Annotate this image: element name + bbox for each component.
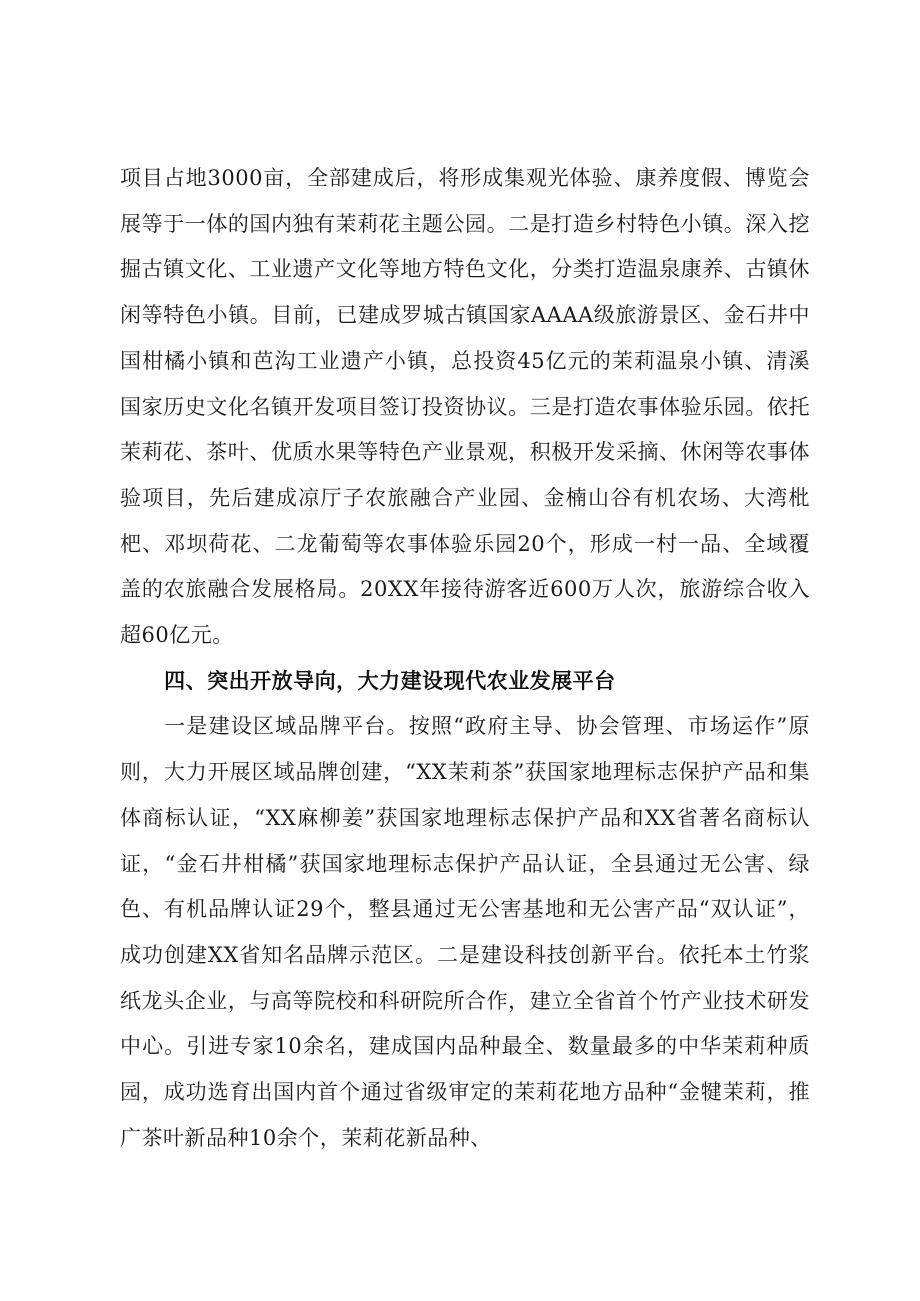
body-paragraph-1: 项目占地3000亩，全部建成后，将形成集观光体验、康养度假、博览会展等于一体的国内独有茉莉花主题公园。二是打造乡村特色小镇。深入挖掘古镇文化、工业遗产文化等地方特色文化，分类打造温泉康养、古镇休闲等特色小镇。目前，已建成罗城古镇国家AAAA级旅游景区、金石井中国柑橘小镇和芭沟工业遗产小镇，总投资45亿元的茉莉温泉小镇、清溪国家历史文化名镇开发项目签订投资协议。三是打造农事体验乐园。依托茉莉花、茶叶、优质水果等特色产业景观，积极开发采摘、休闲等农事体验项目，先后建成凉厅子农旅融合产业园、金楠山谷有机农场、大湾枇杷、邓坝荷花、二龙葡萄等农事体验乐园20个，形成一村一品、全域覆盖的农旅融合发展格局。20XX年接待游客近600万人次，旅游综合收入超60亿元。 — [120, 166, 810, 648]
document-body — [120, 156, 810, 1161]
section-heading: 四、突出开放导向，大力建设现代农业发展平台 — [164, 668, 616, 693]
body-paragraph-2: 一是建设区域品牌平台。按照“政府主导、协会管理、市场运作”原则，大力开展区域品牌创建，“XX茉莉茶”获国家地理标志保护产品和集体商标认证，“XX麻柳姜”获国家地理标志保护产品和XX省著名商标认证，“金石井柑橘”获国家地理标志保护产品认证，全县通过无公害、绿色、有机品牌认证29个，整县通过无公害基地和无公害产品“双认证”，成功创建XX省知名品牌示范区。二是建设科技创新平台。依托本土竹浆纸龙头企业，与高等院校和科研院所合作，建立全省首个竹产业技术研发中心。引进专家10余名，建成国内品种最全、数量最多的中华茉莉种质园，成功选育出国内首个通过省级审定的茉莉花地方品种“金犍茉莉，推广茶叶新品种10余个，茉莉花新品种、 — [120, 714, 810, 1150]
